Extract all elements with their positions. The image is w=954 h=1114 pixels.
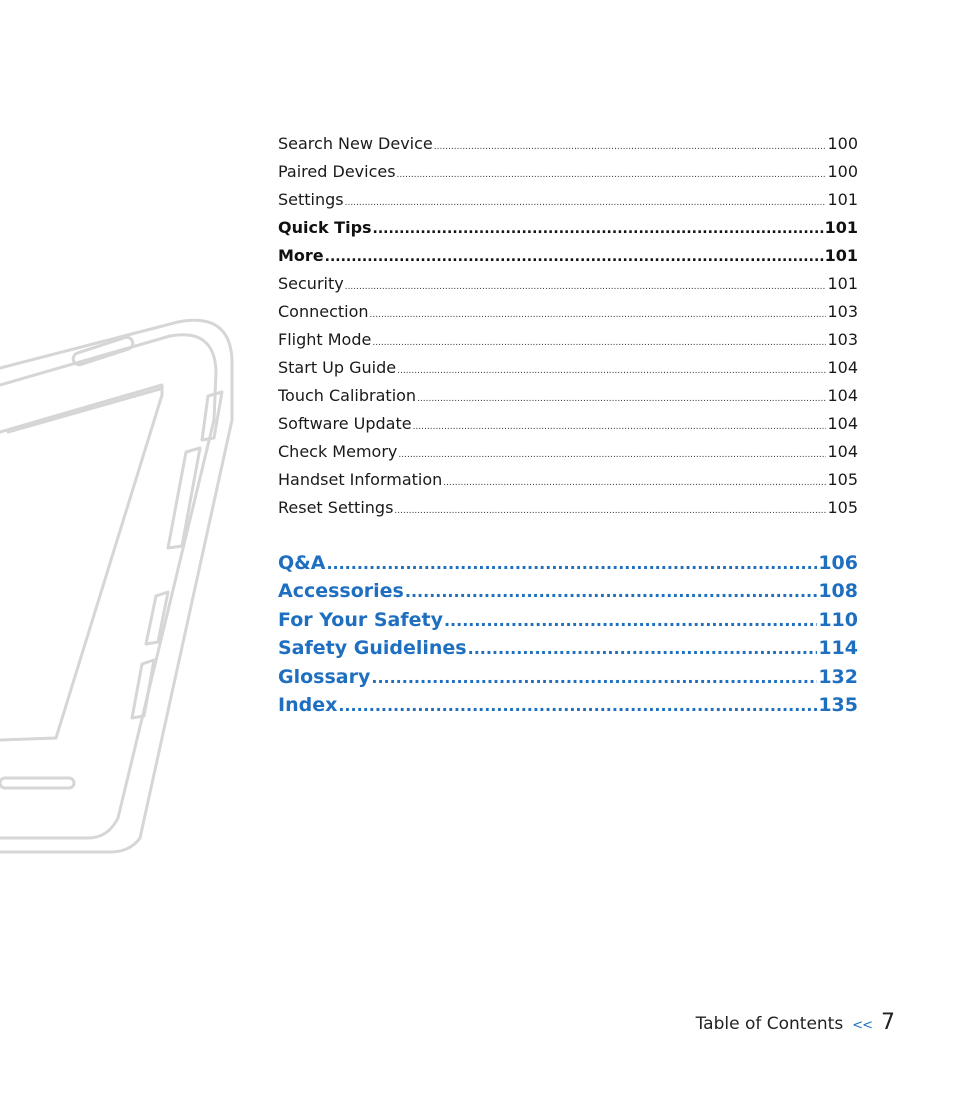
dot-leader	[370, 301, 827, 326]
toc-entry[interactable]	[278, 298, 858, 326]
dot-leader	[371, 664, 817, 691]
toc-major-label: Safety Guidelines	[278, 637, 467, 660]
dot-leader	[397, 161, 827, 186]
phone-inner-outline	[0, 335, 216, 838]
toc-entry-label: Search New Device	[278, 134, 433, 153]
dot-leader	[413, 413, 827, 438]
toc-entry-page: 104	[827, 358, 858, 377]
toc-entry-page: 103	[827, 302, 858, 321]
toc-entry-bold[interactable]	[278, 214, 858, 242]
dot-leader	[468, 635, 818, 662]
toc-entry[interactable]	[278, 158, 858, 186]
toc-major-entry[interactable]	[278, 606, 858, 634]
dot-leader	[325, 243, 824, 270]
toc-major-entry[interactable]	[278, 634, 858, 662]
toc-major-label: Accessories	[278, 580, 404, 603]
toc-entry[interactable]	[278, 130, 858, 158]
toc-entry-bold[interactable]	[278, 242, 858, 270]
toc-entry-label: Check Memory	[278, 442, 398, 461]
toc-entry[interactable]	[278, 382, 858, 410]
dot-leader	[372, 329, 826, 354]
toc-entry-label: Start Up Guide	[278, 358, 397, 377]
toc-major-page: 106	[818, 552, 858, 574]
toc-entry[interactable]	[278, 410, 858, 438]
double-chevron-left-icon: <<	[852, 1018, 872, 1033]
toc-entry-label: Touch Calibration	[278, 386, 417, 405]
page-number: 7	[881, 1010, 895, 1035]
toc-entry[interactable]	[278, 186, 858, 214]
toc-entry[interactable]	[278, 326, 858, 354]
dot-leader	[397, 357, 826, 382]
toc-major-page: 114	[818, 637, 858, 660]
toc-major-page: 132	[818, 665, 858, 688]
toc-entry[interactable]	[278, 354, 858, 382]
toc-major-label: For Your Safety	[278, 608, 443, 631]
toc-entry-label: Reset Settings	[278, 498, 394, 517]
toc-major-label: Q&A	[278, 552, 326, 574]
toc-major-entry[interactable]	[278, 549, 858, 577]
dot-leader	[417, 385, 826, 410]
toc-major-page: 135	[818, 693, 858, 716]
toc-entry[interactable]	[278, 270, 858, 298]
toc-major-group	[278, 549, 858, 719]
phone-bottom-bar	[0, 778, 74, 788]
toc-entry-page: 101	[827, 190, 858, 209]
toc-entry-label: Flight Mode	[278, 330, 372, 349]
toc-entry-page: 104	[827, 442, 858, 461]
dot-leader	[434, 133, 827, 158]
toc-entry-page: 104	[827, 414, 858, 433]
toc-major-entry[interactable]	[278, 577, 858, 605]
dot-leader	[338, 692, 817, 719]
toc-entry-label: Connection	[278, 302, 369, 321]
toc-entry[interactable]	[278, 494, 858, 522]
toc-bold-group	[278, 214, 858, 270]
toc-entry-page: 105	[827, 470, 858, 489]
toc-sub-group-2	[278, 270, 858, 522]
page-footer	[696, 1010, 895, 1035]
toc-major-label: Glossary	[278, 665, 371, 688]
dot-leader	[443, 469, 826, 494]
toc-entry-page: 100	[827, 162, 858, 181]
toc-entry-label: Security	[278, 274, 344, 293]
toc-entry-label: More	[278, 246, 324, 265]
toc-entry-label: Quick Tips	[278, 218, 372, 237]
toc-entry-page: 101	[824, 218, 858, 237]
dot-leader	[373, 215, 824, 242]
toc-entry-page: 100	[827, 134, 858, 153]
dot-leader	[326, 550, 817, 577]
toc-entry[interactable]	[278, 466, 858, 494]
toc-major-entry[interactable]	[278, 663, 858, 691]
toc-entry-page: 105	[827, 498, 858, 517]
toc-major-page: 110	[818, 608, 858, 631]
toc-sub-group-1	[278, 130, 858, 214]
toc-entry-label: Paired Devices	[278, 162, 396, 181]
dot-leader	[444, 607, 817, 634]
toc-entry-label: Handset Information	[278, 470, 443, 489]
dot-leader	[405, 578, 817, 605]
toc-entry-page: 104	[827, 386, 858, 405]
dot-leader	[345, 273, 827, 298]
toc-entry[interactable]	[278, 438, 858, 466]
toc-entry-page: 101	[824, 246, 858, 265]
toc-entry-label: Software Update	[278, 414, 412, 433]
toc-entry-page: 101	[827, 274, 858, 293]
toc-major-entry[interactable]	[278, 691, 858, 719]
toc-major-page: 108	[818, 580, 858, 603]
toc-entry-label: Settings	[278, 190, 344, 209]
toc-major-label: Index	[278, 693, 338, 716]
toc-entry-page: 103	[827, 330, 858, 349]
dot-leader	[345, 189, 827, 214]
dot-leader	[398, 441, 826, 466]
dot-leader	[394, 497, 826, 522]
footer-section-title: Table of Contents	[695, 1014, 844, 1034]
table-of-contents	[278, 130, 858, 719]
